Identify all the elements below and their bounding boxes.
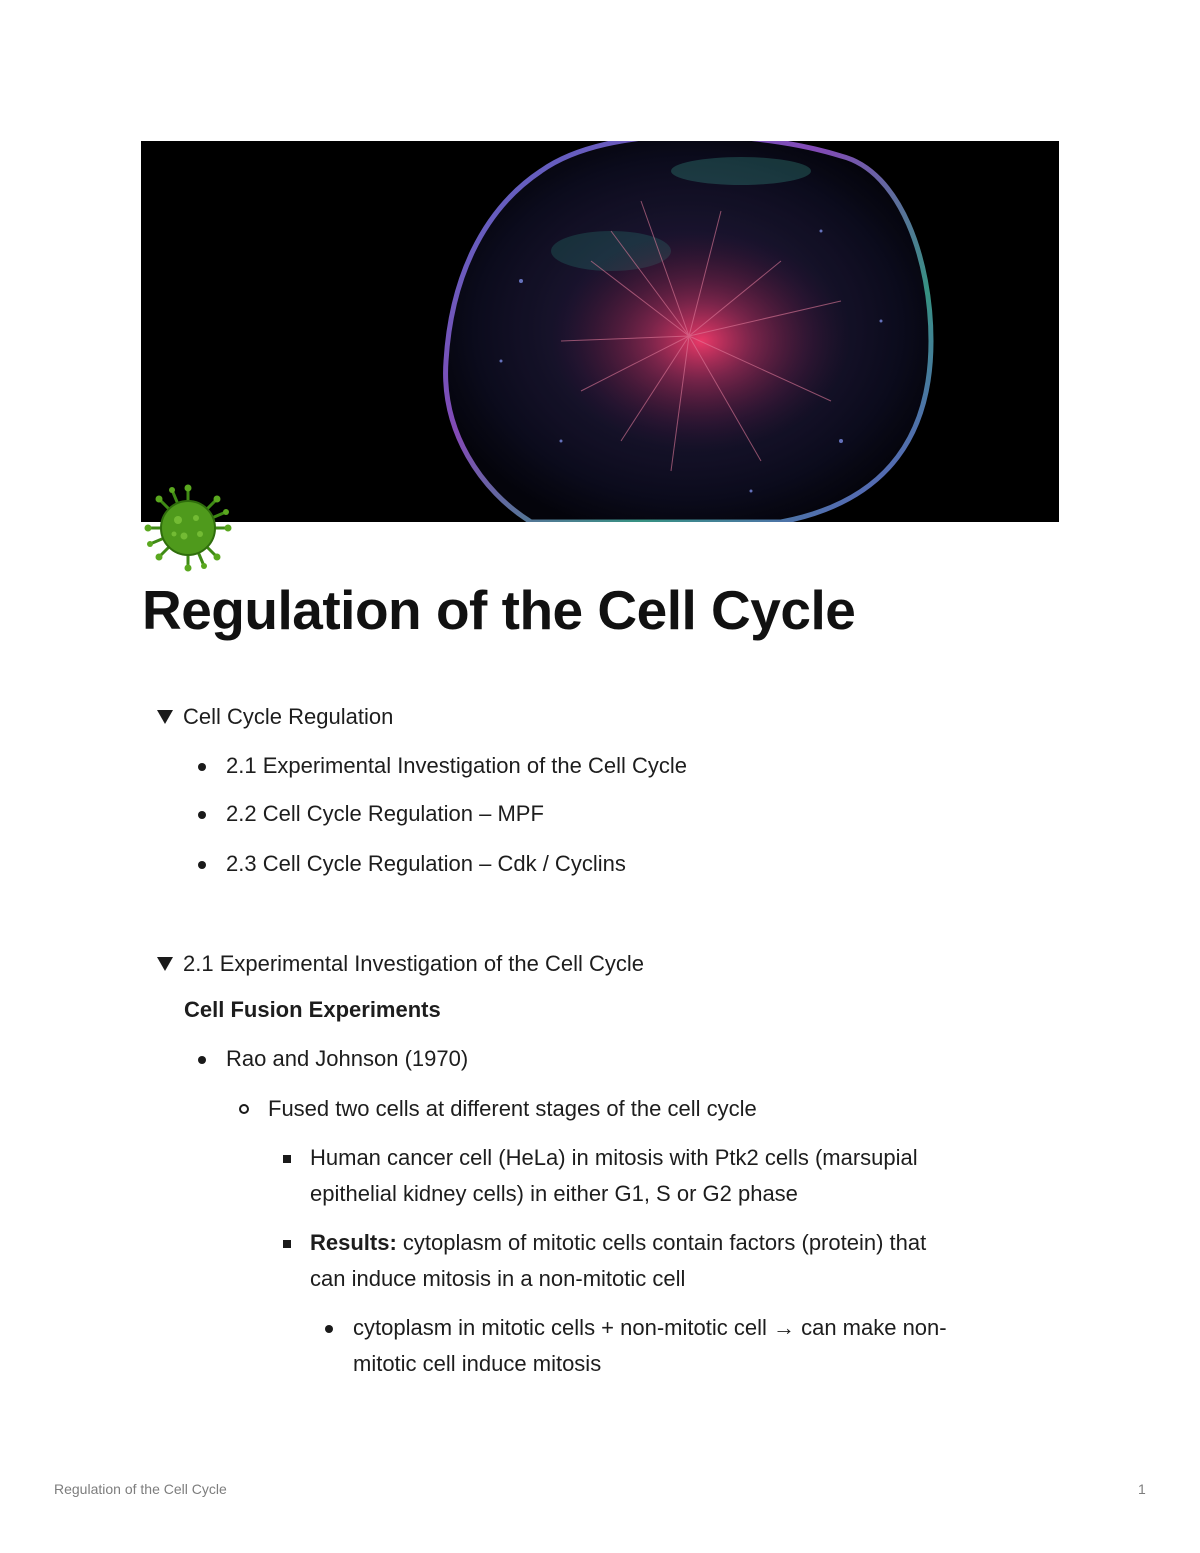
list-item-text: cytoplasm in mitotic cells + non-mitotic cell → can make non- — [353, 1315, 947, 1340]
footer-title: Regulation of the Cell Cycle — [54, 1481, 227, 1497]
list-item-text: can induce mitosis in a non-mitotic cell — [310, 1266, 686, 1291]
results-text — [310, 1225, 926, 1260]
triangle-down-toggle-icon[interactable] — [157, 957, 173, 971]
square-bullet-icon — [283, 1240, 291, 1248]
results-label: Results: — [310, 1230, 397, 1255]
list-item-text: mitotic cell induce mitosis — [353, 1351, 602, 1376]
list-item-text: 2.2 Cell Cycle Regulation – MPF — [226, 801, 544, 826]
section-heading: Cell Fusion Experiments — [184, 997, 441, 1022]
virus-icon — [144, 484, 232, 572]
toggle-label: 2.1 Experimental Investigation of the Cell Cycle — [183, 951, 645, 976]
bullet-icon — [198, 811, 206, 819]
bullet-icon — [198, 1056, 206, 1064]
list-item-text: 2.1 Experimental Investigation of the Cell Cycle — [226, 753, 688, 778]
list-item-text: Rao and Johnson (1970) — [226, 1046, 469, 1071]
bullet-icon — [198, 861, 206, 869]
bullet-icon — [198, 763, 206, 771]
list-item-text: 2.3 Cell Cycle Regulation – Cdk / Cyclins — [226, 851, 626, 876]
page-number: 1 — [1138, 1481, 1146, 1497]
list-item-text: epithelial kidney cells) in either G1, S or G2 phase — [310, 1181, 798, 1206]
bullet-icon — [325, 1325, 333, 1333]
circle-bullet-icon — [239, 1104, 249, 1114]
square-bullet-icon — [283, 1155, 291, 1163]
toggle-label: Cell Cycle Regulation — [183, 704, 394, 729]
list-item-text: Human cancer cell (HeLa) in mitosis with Ptk2 cells (marsupial — [310, 1145, 918, 1170]
cover-image — [141, 141, 1059, 522]
list-item-text: Fused two cells at different stages of the cell cycle — [268, 1096, 757, 1121]
triangle-down-toggle-icon[interactable] — [157, 710, 173, 724]
page-title: Regulation of the Cell Cycle — [142, 579, 856, 641]
results-body: cytoplasm of mitotic cells contain factors (protein) that — [396, 1230, 927, 1255]
